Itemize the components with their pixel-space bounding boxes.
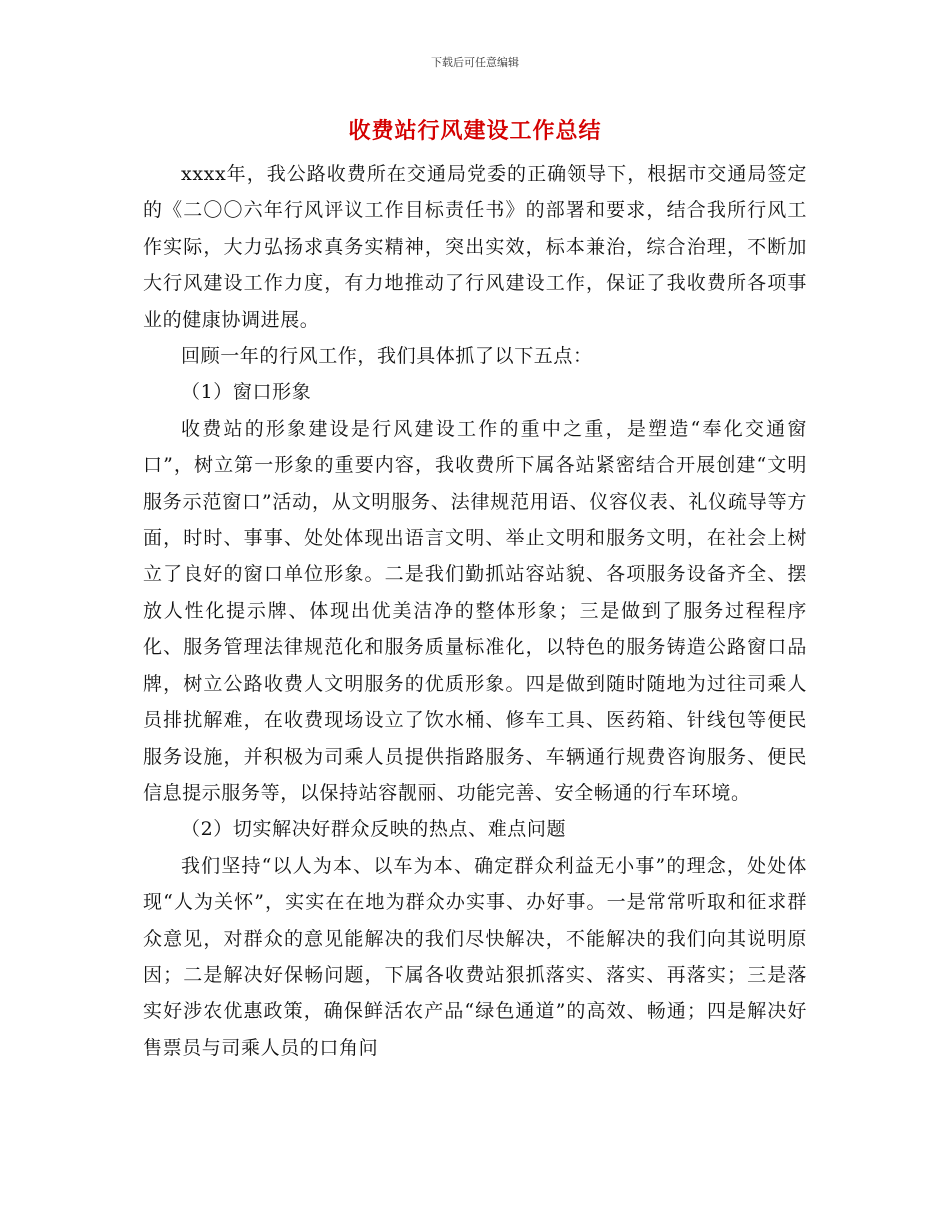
document-body (143, 156, 807, 1066)
section-heading-hot-issues: （2）切实解决好群众反映的热点、难点问题 (181, 818, 567, 841)
paragraph-hot-issues: 我们坚持“以人为本、以车为本、确定群众利益无小事”的理念，处处体现“人为关怀”，实实在在地为群众办实事、办好事。一是常常听取和征求群众意见，对群众的意见能解决的我们尽快解决，不能解决的我们向其说明原因；二是解决好保畅问题，下属各收费站狠抓落实、落实、再落实；三是落实好涉农优惠政策，确保鲜活农产品“绿色通道”的高效、畅通；四是解决好售票员与司乘人员的口角问 (143, 854, 807, 1059)
document-title: 收费站行风建设工作总结 (348, 119, 602, 144)
section-heading-window-image: （1）窗口形象 (181, 381, 312, 404)
paragraph-review: 回顾一年的行风工作，我们具体抓了以下五点： (181, 345, 593, 368)
page-header-note: 下载后可任意编辑 (431, 56, 519, 69)
paragraph-window-image: 收费站的形象建设是行风建设工作的重中之重，是塑造“奉化交通窗口”，树立第一形象的重要内容，我收费所下属各站紧密结合开展创建“文明服务示范窗口”活动，从文明服务、法律规范用语、仪容仪表、礼仪疏导等方面，时时、事事、处处体现出语言文明、举止文明和服务文明，在社会上树立了良好的窗口单位形象。二是我们勤抓站容站貌、各项服务设备齐全、摆放人性化提示牌、体现出优美洁净的整体形象；三是做到了服务过程程序化、服务管理法律规范化和服务质量标准化，以特色的服务铸造公路窗口品牌，树立公路收费人文明服务的优质形象。四是做到随时随地为过往司乘人员排扰解难，在收费现场设立了饮水桶、修车工具、医药箱、针线包等便民服务设施，并积极为司乘人员提供指路服务、车辆通行规费咨询服务、便民信息提示服务等，以保持站容靓丽、功能完善、安全畅通的行车环境。 (143, 417, 807, 804)
paragraph-intro: xxxx年，我公路收费所在交通局党委的正确领导下，根据市交通局签定的《二〇〇六年行风评议工作目标责任书》的部署和要求，结合我所行风工作实际，大力弘扬求真务实精神，突出实效，标本兼治，综合治理，不断加大行风建设工作力度，有力地推动了行风建设工作，保证了我收费所各项事业的健康协调进展。 (143, 163, 807, 331)
